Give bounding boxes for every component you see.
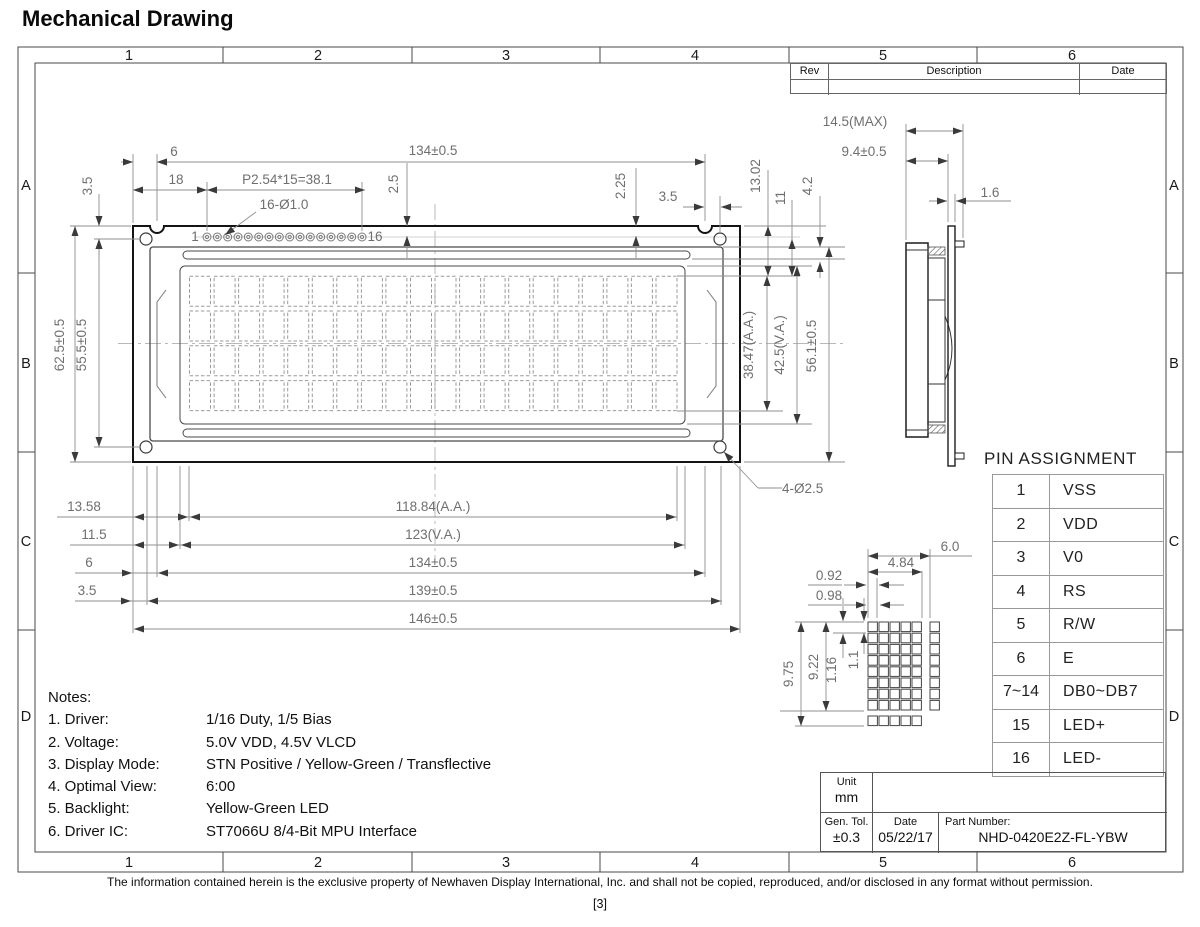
character-cell: [631, 346, 652, 376]
character-cell: [460, 311, 481, 341]
pin-symbol: VSS: [1063, 482, 1097, 500]
character-cell: [190, 346, 211, 376]
character-cell: [386, 311, 407, 341]
pin-number: 6: [993, 643, 1050, 676]
gen-tol-label: Gen. Tol.: [824, 816, 869, 828]
pixel-cell-next-char: [930, 644, 939, 654]
dim-label: 0.92: [815, 568, 843, 583]
character-cell: [558, 346, 579, 376]
character-cell: [460, 346, 481, 376]
pixel-cell: [901, 678, 910, 688]
character-cell: [607, 276, 628, 306]
character-cell: [656, 346, 677, 376]
grid-column-label: 1: [124, 855, 134, 871]
dim-label: 9.22: [806, 653, 821, 681]
pixel-cell: [912, 678, 921, 688]
centerlines: [118, 204, 845, 560]
pixel-cell: [890, 644, 899, 654]
dim-label: 6.0: [940, 539, 960, 554]
pixel-cell: [912, 644, 921, 654]
dim-label: 3.5: [77, 583, 97, 598]
dim-label: 139±0.5: [408, 583, 458, 598]
pixel-cell: [879, 633, 888, 643]
dim-label: 2.5: [386, 174, 401, 194]
character-cell: [386, 381, 407, 411]
character-cell: [582, 381, 603, 411]
grid-column-label: 5: [878, 855, 888, 871]
general-tolerance-cell: [821, 813, 873, 853]
character-cell: [509, 276, 530, 306]
date-header: Date: [1111, 65, 1135, 77]
pixel-cell: [868, 656, 877, 666]
grid-column-label: 6: [1067, 48, 1077, 64]
character-cell: [386, 276, 407, 306]
pixel-cell: [879, 667, 888, 677]
character-cell: [214, 276, 235, 306]
character-cell: [239, 346, 260, 376]
pixel-cell: [879, 678, 888, 688]
character-cell: [656, 276, 677, 306]
note-item: [48, 732, 491, 754]
note-value: 1/16 Duty, 1/5 Bias: [206, 711, 332, 729]
pixel-cell: [879, 622, 888, 632]
note-value: 5.0V VDD, 4.5V VLCD: [206, 733, 357, 751]
dim-label: 3.5: [658, 189, 678, 204]
pixel-cell: [901, 644, 910, 654]
pixel-cell: [868, 678, 877, 688]
page-title: Mechanical Drawing: [22, 6, 234, 31]
character-cell: [533, 346, 554, 376]
note-label: 5. Backlight:: [48, 800, 130, 818]
pixel-cell-next-char: [930, 622, 939, 632]
character-cell: [312, 276, 333, 306]
pixel-cell: [912, 633, 921, 643]
note-value: STN Positive / Yellow-Green / Transflective: [206, 755, 492, 773]
character-cell: [312, 381, 333, 411]
unit-cell: [821, 773, 873, 813]
dim-label: 6: [85, 555, 93, 570]
footer-disclaimer: The information contained herein is the exclusive property of Newhaven Display International, Inc. and shall not be copied, reproduced, and/or disclosed in any format without permission.: [107, 875, 1093, 889]
grid-row-label: D: [1168, 709, 1180, 725]
character-cell: [239, 381, 260, 411]
pixel-cell: [879, 656, 888, 666]
character-cell: [631, 381, 652, 411]
character-cell: [656, 381, 677, 411]
character-cell: [337, 381, 358, 411]
character-cell: [312, 311, 333, 341]
pixel-cell: [890, 667, 899, 677]
rev-cell-empty: [791, 80, 829, 95]
pin-symbol: VDD: [1063, 515, 1099, 533]
pixel-cell: [868, 700, 877, 710]
gen-tol-value: ±0.3: [832, 829, 861, 845]
character-cell: [460, 381, 481, 411]
character-cell: [263, 311, 284, 341]
arrow-segments: [99, 162, 973, 658]
dim-label: 42.5(V.A.): [772, 315, 787, 375]
pin-row: [993, 541, 1163, 575]
character-cell: [582, 346, 603, 376]
character-cell: [533, 311, 554, 341]
note-label: 6. Driver IC:: [48, 822, 129, 840]
character-cell: [509, 311, 530, 341]
side-pin-bottom: [955, 453, 964, 459]
character-cell: [656, 311, 677, 341]
title-block: [820, 772, 1166, 852]
unit-label: Unit: [836, 776, 857, 788]
pin-number: 15: [993, 710, 1050, 743]
character-cell: [435, 381, 456, 411]
character-cell: [533, 381, 554, 411]
dim-label: 118.84(A.A.): [395, 499, 471, 514]
dim-label: 9.75: [781, 660, 796, 688]
character-cell: [582, 276, 603, 306]
revision-table: [790, 63, 1167, 94]
pixel-cell: [890, 700, 899, 710]
pin-number: 7~14: [993, 676, 1050, 709]
dim-label: 1.16: [824, 656, 839, 684]
dim-label: 1: [191, 229, 199, 244]
note-value: Yellow-Green LED: [206, 800, 329, 818]
grid-column-label: 6: [1067, 855, 1077, 871]
pin-symbol: R/W: [1063, 616, 1096, 634]
pixel-cell: [912, 656, 921, 666]
pixel-cell: [912, 689, 921, 699]
dim-label: 55.5±0.5: [74, 318, 89, 372]
character-cell: [558, 311, 579, 341]
character-cell: [484, 381, 505, 411]
character-cell: [509, 346, 530, 376]
pixel-cell: [890, 656, 899, 666]
grid-row-label: A: [1169, 178, 1179, 194]
pin-symbol: E: [1063, 649, 1075, 667]
dim-label: 134±0.5: [408, 555, 458, 570]
pixel-cell: [879, 689, 888, 699]
character-cell: [582, 311, 603, 341]
pixel-cell: [879, 700, 888, 710]
character-cell: [190, 381, 211, 411]
pin-assignment-title: PIN ASSIGNMENT: [984, 449, 1137, 468]
dim-label: 38.47(A.A.): [741, 310, 756, 380]
date-cell-empty: [1080, 80, 1166, 95]
pixel-cell: [890, 622, 899, 632]
dim-label: 18: [168, 172, 184, 187]
dim-label: 1.6: [980, 185, 1000, 200]
grid-column-label: 2: [313, 48, 323, 64]
pixel-cell: [890, 633, 899, 643]
notes-heading: Notes:: [48, 689, 92, 706]
character-cell: [214, 381, 235, 411]
grid-row-label: C: [1168, 534, 1180, 550]
dim-label: P2.54*15=38.1: [242, 172, 332, 187]
dim-label: 13.58: [67, 499, 101, 514]
pin-number: 3: [993, 542, 1050, 575]
pixel-cell: [879, 644, 888, 654]
unit-value: mm: [834, 789, 859, 805]
character-cell: [435, 311, 456, 341]
description-header: Description: [829, 64, 1080, 79]
pin-row: [993, 575, 1163, 609]
dim-label: 56.1±0.5: [804, 319, 819, 373]
grid-row-label: B: [21, 356, 31, 372]
pin-row: [993, 608, 1163, 642]
character-cell: [558, 276, 579, 306]
character-cell: [190, 311, 211, 341]
grid-column-label: 4: [690, 48, 700, 64]
pixel-cell: [868, 689, 877, 699]
rev-header: Rev: [791, 64, 829, 79]
pixel-cell-next-row: [868, 716, 877, 726]
character-cell: [558, 381, 579, 411]
note-label: 3. Display Mode:: [48, 755, 160, 773]
character-cell: [484, 311, 505, 341]
dim-label: 1.1: [846, 650, 861, 670]
pixel-cell: [901, 633, 910, 643]
note-item: [48, 709, 491, 731]
note-label: 2. Voltage:: [48, 733, 119, 751]
character-cell: [263, 346, 284, 376]
pixel-cell: [912, 700, 921, 710]
character-cell: [263, 381, 284, 411]
character-cell: [607, 346, 628, 376]
note-label: 4. Optimal View:: [48, 778, 157, 796]
character-cell: [214, 346, 235, 376]
pixel-cell: [868, 644, 877, 654]
character-cell: [361, 346, 382, 376]
pixel-cell: [868, 633, 877, 643]
dim-label: 3.5: [80, 176, 95, 196]
note-value: ST7066U 8/4-Bit MPU Interface: [206, 822, 417, 840]
grid-column-label: 5: [878, 48, 888, 64]
character-cell: [288, 276, 309, 306]
grid-row-label: A: [21, 178, 31, 194]
side-pin-top: [955, 241, 964, 247]
dim-label: 11.5: [81, 527, 107, 542]
grid-column-label: 3: [501, 48, 511, 64]
dim-label: 4.2: [800, 176, 815, 196]
dim-label: 0.98: [815, 588, 843, 603]
character-cell: [337, 346, 358, 376]
pin-row: [993, 675, 1163, 709]
character-cell: [484, 276, 505, 306]
character-cell: [533, 276, 554, 306]
pixel-cell: [901, 622, 910, 632]
pixel-cell-next-char: [930, 700, 939, 710]
character-cell: [312, 346, 333, 376]
pin-number: 1: [993, 475, 1050, 508]
character-cell: [411, 381, 432, 411]
character-cell: [361, 311, 382, 341]
character-cell: [190, 276, 211, 306]
character-cell: [631, 276, 652, 306]
dim-label: 146±0.5: [408, 611, 458, 626]
character-cell: [386, 346, 407, 376]
description-cell-empty: [829, 80, 1080, 95]
note-item: [48, 776, 491, 798]
grid-column-label: 1: [124, 48, 134, 64]
pixel-cell: [901, 656, 910, 666]
pin-symbol: V0: [1063, 549, 1084, 567]
pin-assignment-table: [992, 474, 1164, 777]
character-cell: [337, 276, 358, 306]
part-number-cell: [939, 813, 1167, 853]
pixel-cell-next-row: [890, 716, 899, 726]
pin-symbol: DB0~DB7: [1063, 683, 1139, 701]
character-cell: [411, 311, 432, 341]
dim-label: 4-Ø2.5: [782, 481, 824, 496]
pixel-cell: [890, 678, 899, 688]
pixel-detail-grid: [868, 622, 939, 726]
elastomer-bottom: [928, 425, 945, 433]
pin-number: 16: [993, 743, 1050, 776]
date-label: Date: [893, 816, 918, 828]
pin-row: [993, 475, 1163, 508]
dim-label: 16-Ø1.0: [259, 197, 309, 212]
part-number-label: Part Number:: [945, 816, 1011, 828]
character-cell: [484, 346, 505, 376]
dim-label: 134±0.5: [408, 143, 458, 158]
pin-symbol: LED-: [1063, 750, 1102, 768]
pixel-cell-next-char: [930, 633, 939, 643]
pixel-cell: [901, 667, 910, 677]
dim-label: 123(V.A.): [405, 527, 461, 542]
pixel-cell-next-char: [930, 656, 939, 666]
pixel-cell: [868, 667, 877, 677]
character-cell: [607, 311, 628, 341]
pin-row: [993, 642, 1163, 676]
dim-label: 11: [773, 190, 788, 206]
pin-number: 4: [993, 576, 1050, 609]
side-view: [906, 226, 964, 466]
note-label: 1. Driver:: [48, 711, 109, 729]
elastomer-top: [928, 247, 945, 255]
pin-row: [993, 709, 1163, 743]
note-value: 6:00: [206, 778, 236, 796]
note-item: [48, 754, 491, 776]
pin-row: [993, 508, 1163, 542]
date-value: 05/22/17: [878, 829, 933, 845]
character-cell: [361, 276, 382, 306]
character-cell: [631, 311, 652, 341]
dim-label: 2.25: [613, 172, 628, 200]
part-number-value: NHD-0420E2Z-FL-YBW: [978, 829, 1128, 845]
note-item: [48, 798, 491, 820]
dim-label: 6: [170, 144, 178, 159]
pixel-cell: [890, 689, 899, 699]
character-cell: [435, 276, 456, 306]
dim-label: 62.5±0.5: [52, 318, 67, 372]
pin-number: 2: [993, 509, 1050, 542]
pixel-cell: [912, 667, 921, 677]
character-cell: [288, 311, 309, 341]
pin-symbol: LED+: [1063, 716, 1106, 734]
title-block-empty-cell: [873, 773, 1167, 813]
pin-number: 5: [993, 609, 1050, 642]
pixel-cell-next-char: [930, 689, 939, 699]
pixel-cell-next-row: [912, 716, 921, 726]
dim-label: 14.5(MAX): [822, 114, 888, 129]
date-cell: [873, 813, 939, 853]
notes-section: [48, 687, 491, 843]
character-cell: [607, 381, 628, 411]
character-cell: [239, 276, 260, 306]
note-item: [48, 821, 491, 843]
pixel-cell-next-row: [879, 716, 888, 726]
character-cell: [288, 381, 309, 411]
pixel-cell: [901, 700, 910, 710]
character-cell: [509, 381, 530, 411]
grid-column-label: 2: [313, 855, 323, 871]
grid-row-label: C: [20, 534, 32, 550]
pixel-cell-next-row: [901, 716, 910, 726]
pixel-cell: [912, 622, 921, 632]
pixel-cell-next-char: [930, 667, 939, 677]
page-number: [3]: [593, 897, 607, 911]
pin-row: [993, 742, 1163, 776]
character-cell: [214, 311, 235, 341]
grid-row-label: D: [20, 709, 32, 725]
dim-label: 4.84: [887, 555, 915, 570]
grid-column-label: 4: [690, 855, 700, 871]
pin-symbol: RS: [1063, 582, 1087, 600]
dim-label: 13.02: [748, 159, 763, 193]
pixel-cell-next-char: [930, 678, 939, 688]
pixel-cell: [901, 689, 910, 699]
character-cell: [435, 346, 456, 376]
character-cell: [288, 346, 309, 376]
character-cell: [460, 276, 481, 306]
dim-label: 16: [367, 229, 383, 244]
character-cell: [361, 381, 382, 411]
character-cell: [411, 346, 432, 376]
character-cell: [239, 311, 260, 341]
character-cell: [263, 276, 284, 306]
pixel-cell: [868, 622, 877, 632]
grid-column-label: 3: [501, 855, 511, 871]
character-cell: [411, 276, 432, 306]
leader-pin-holes: [225, 212, 256, 235]
dim-label: 9.4±0.5: [841, 144, 887, 159]
grid-row-label: B: [1169, 356, 1179, 372]
character-cell: [337, 311, 358, 341]
